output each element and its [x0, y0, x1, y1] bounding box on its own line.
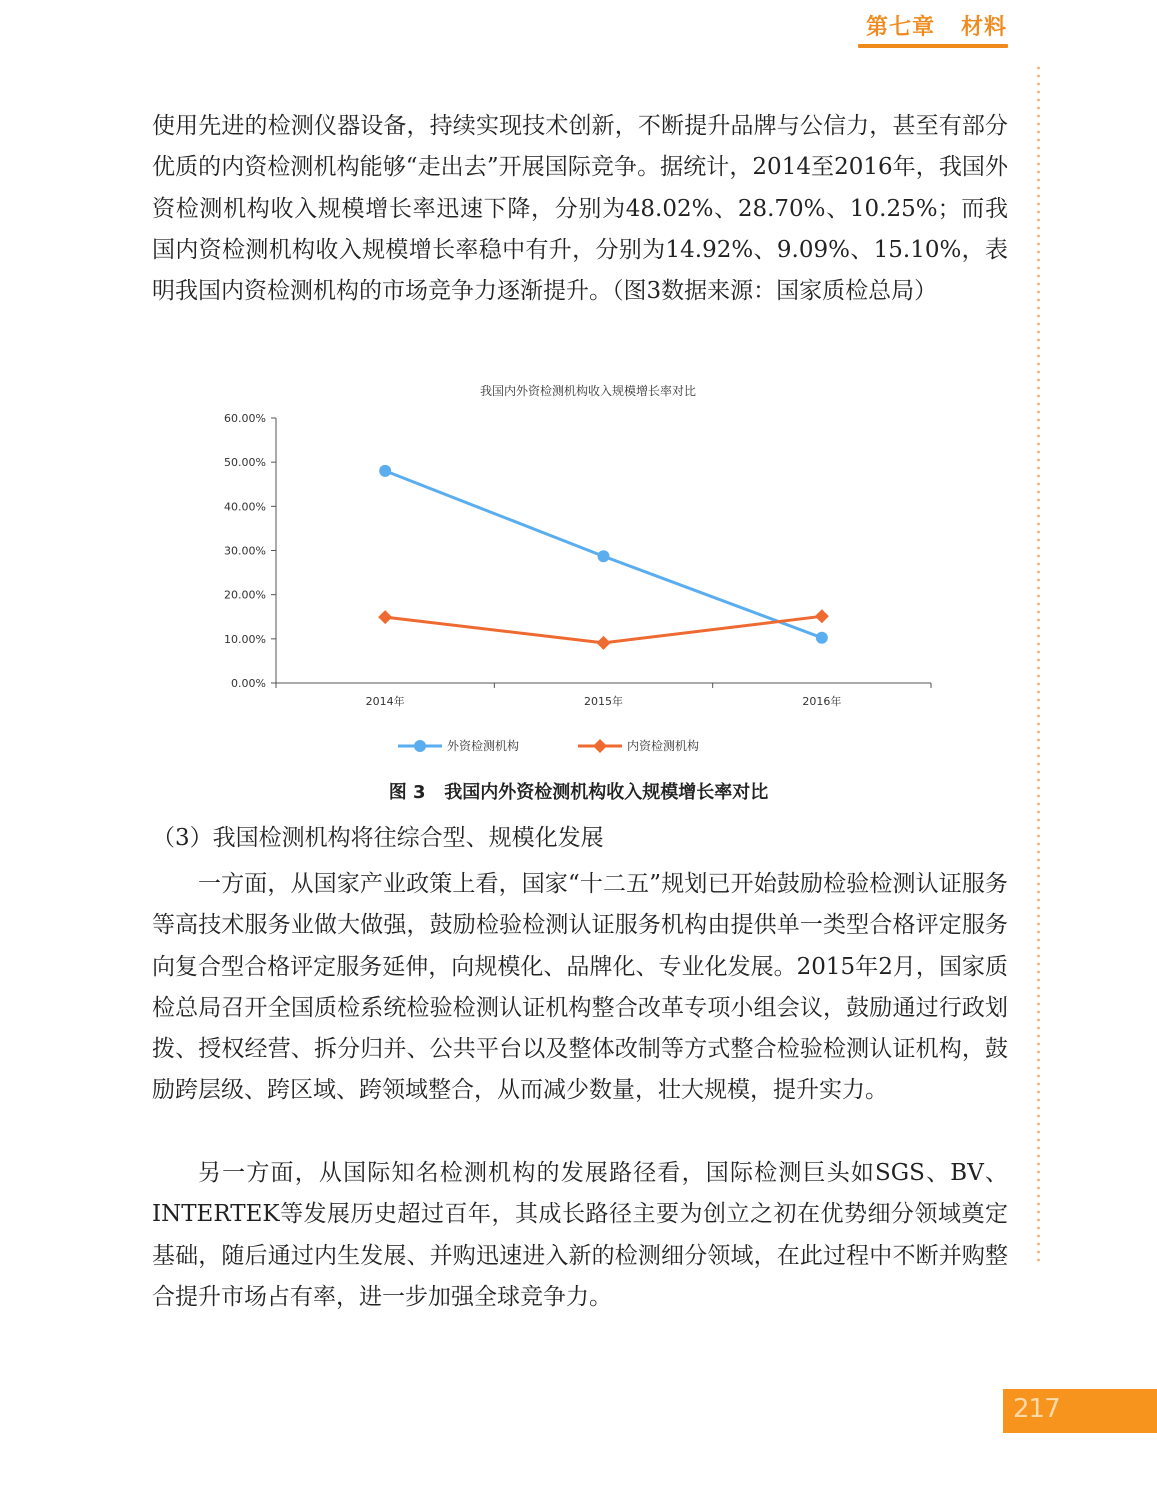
x-tick-label: 2014年	[365, 695, 405, 708]
y-tick-label: 0.00%	[231, 677, 266, 690]
y-tick-label: 10.00%	[224, 632, 266, 646]
margin-dot-rule	[1033, 64, 1044, 1264]
chapter-title: 第七章 材料	[866, 15, 1007, 40]
legend-label: 内资检测机构	[627, 739, 700, 753]
x-tick-label: 2016年	[802, 695, 842, 708]
paragraph-3: 另一方面，从国际知名检测机构的发展路径看，国际检测巨头如SGS、BV、INTERTEK等发展历史超过百年，其成长路径主要为创立之初在优势细分领域奠定基础，随后通过内生发展、并购迅速进入新的检测细分领域，在此过程中不断并购整合提升市场占有率，进一步加强全球竞争力。	[152, 1160, 1008, 1310]
section-heading: （3）我国检测机构将往综合型、规模化发展	[152, 825, 604, 851]
data-point	[815, 609, 829, 623]
paragraph-1: 使用先进的检测仪器设备，持续实现技术创新，不断提升品牌与公信力，甚至有部分优质的内资检测机构能够“走出去”开展国际竞争。据统计，2014至2016年，我国外资检测机构收入规模增长率迅速下降，分别为48.02%、28.70%、10.25%；而我国内资检测机构收入规模增长率稳中有升，分别为14.92%、9.09%、15.10%，表明我国内资检测机构的市场竞争力逐渐提升。（图3数据来源：国家质检总局）	[152, 113, 1008, 305]
y-tick-label: 40.00%	[224, 500, 266, 514]
data-point	[598, 550, 610, 562]
figure-caption: 图 3 我国内外资检测机构收入规模增长率对比	[388, 782, 769, 803]
x-tick-label: 2015年	[584, 695, 623, 708]
legend-label: 外资检测机构	[447, 739, 520, 753]
paragraph-2: 一方面，从国家产业政策上看，国家“十二五”规划已开始鼓励检验检测认证服务等高技术服务业做大做强，鼓励检验检测认证服务机构由提供单一类型合格评定服务向复合型合格评定服务延伸，向规模化、品牌化、专业化发展。2015年2月，国家质检总局召开全国质检系统检验检测认证机构整合改革专项小组会议，鼓励通过行政划拨、授权经营、拆分归并、公共平台以及整体改制等方式整合检验检测认证机构，鼓励跨层级、跨区域、跨领域整合，从而减少数量，壮大规模，提升实力。	[152, 871, 1008, 1104]
chart-title: 我国内外资检测机构收入规模增长率对比	[479, 384, 697, 398]
legend-marker	[593, 739, 607, 753]
data-point	[816, 632, 828, 644]
header-rule	[858, 44, 1008, 48]
y-tick-label: 60.00%	[224, 412, 266, 425]
chart-svg	[190, 376, 980, 770]
y-tick-label: 50.00%	[224, 456, 266, 470]
y-tick-label: 30.00%	[224, 544, 266, 558]
data-point	[379, 465, 391, 477]
page-number: 217	[1013, 1394, 1060, 1424]
data-point	[597, 636, 611, 650]
growth-rate-chart	[190, 376, 980, 770]
legend-marker	[414, 740, 426, 752]
y-tick-label: 20.00%	[224, 588, 266, 602]
data-point	[378, 610, 392, 624]
